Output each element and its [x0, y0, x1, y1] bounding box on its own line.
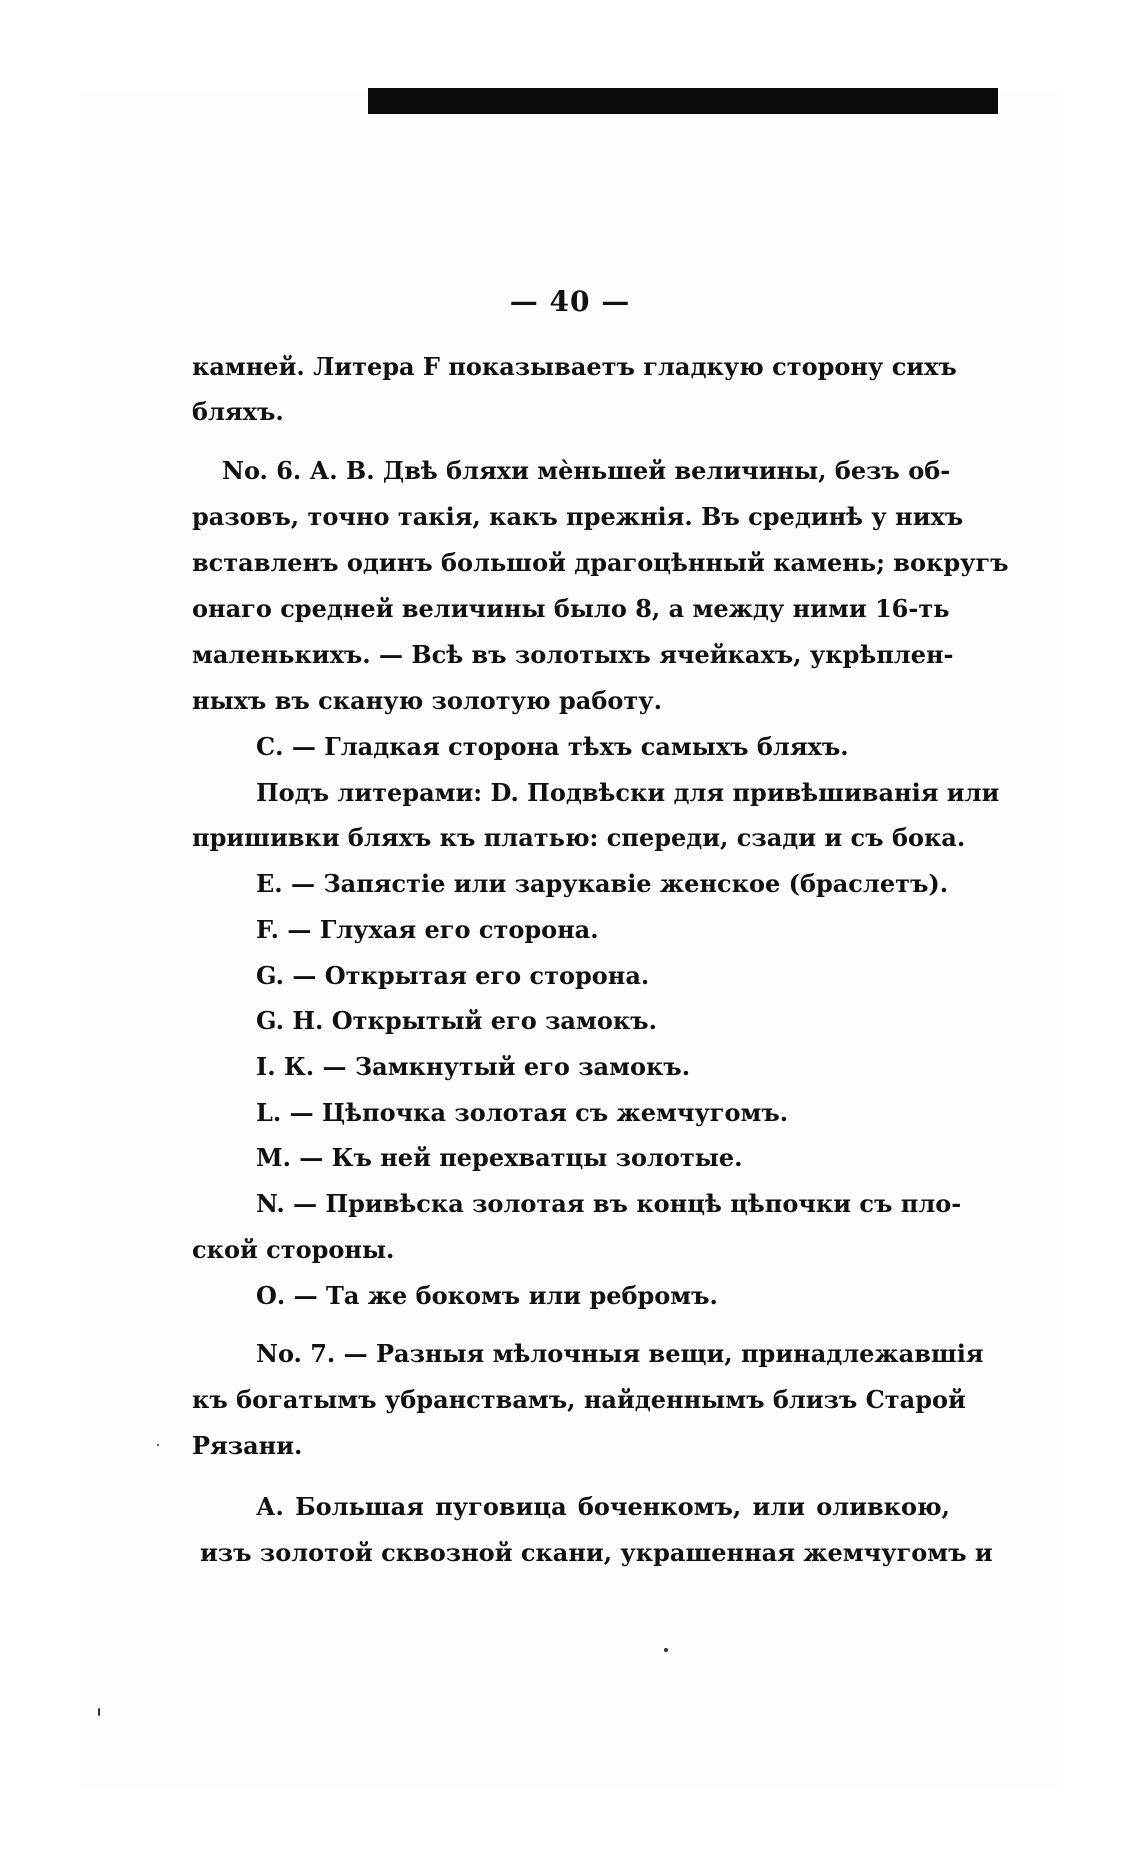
text-line: А. Большая пуговица боченкомъ, или оливкою,: [256, 1492, 950, 1521]
text-line: С. — Гладкая сторона тѣхъ самыхъ бляхъ.: [256, 732, 849, 761]
text-line: маленькихъ. — Всѣ въ золотыхъ ячейкахъ, укрѣплен-: [192, 640, 954, 669]
print-speck: [664, 1648, 668, 1652]
text-line: вставленъ одинъ большой драгоцѣнный камень; вокругъ: [192, 548, 1009, 577]
print-speck: [98, 1708, 100, 1716]
text-line: G. — Открытая его сторона.: [256, 961, 650, 990]
text-line: F. — Глухая его сторона.: [256, 915, 599, 944]
text-line: L. — Цѣпочка золотая съ жемчугомъ.: [256, 1098, 789, 1127]
text-line: Е. — Запястіе или зарукавіе женское (браслетъ).: [256, 869, 949, 898]
text-line: ныхъ въ сканую золотую работу.: [192, 686, 662, 715]
text-line: No. 7. — Разныя мѣлочныя вещи, принадлежавшія: [256, 1339, 984, 1368]
text-line: изъ золотой сквозной скани, украшенная жемчугомъ и: [200, 1538, 993, 1567]
text-line: М. — Къ ней перехватцы золотые.: [256, 1143, 743, 1172]
text-line: N. — Привѣска золотая въ концѣ цѣпочки съ пло-: [256, 1189, 962, 1218]
text-line: онаго средней величины было 8, а между ними 16-ть: [192, 594, 950, 623]
text-line: О. — Та же бокомъ или ребромъ.: [256, 1281, 718, 1310]
page-number: — 40 —: [509, 285, 631, 318]
text-line: разовъ, точно такія, какъ прежнія. Въ срединѣ у нихъ: [192, 502, 964, 531]
scan-edge-bar: [368, 88, 998, 114]
text-line: G. Н. Открытый его замокъ.: [256, 1006, 657, 1035]
text-line: Рязани.: [192, 1431, 303, 1460]
text-line: камней. Литера F показываетъ гладкую сторону сихъ: [192, 352, 957, 381]
text-line: къ богатымъ убранствамъ, найденнымъ близъ Старой: [192, 1385, 966, 1414]
text-line: бляхъ.: [192, 397, 284, 426]
text-line: No. 6. А. В. Двѣ бляхи мѐньшей величины, безъ об-: [222, 456, 951, 485]
text-line: Подъ литерами: D. Подвѣски для привѣшиванія или: [256, 778, 1000, 807]
text-line: пришивки бляхъ къ платью: спереди, сзади и съ бока.: [192, 823, 966, 852]
text-line: ской стороны.: [192, 1235, 395, 1264]
print-speck: [157, 1444, 159, 1446]
text-line: I. К. — Замкнутый его замокъ.: [256, 1052, 691, 1081]
